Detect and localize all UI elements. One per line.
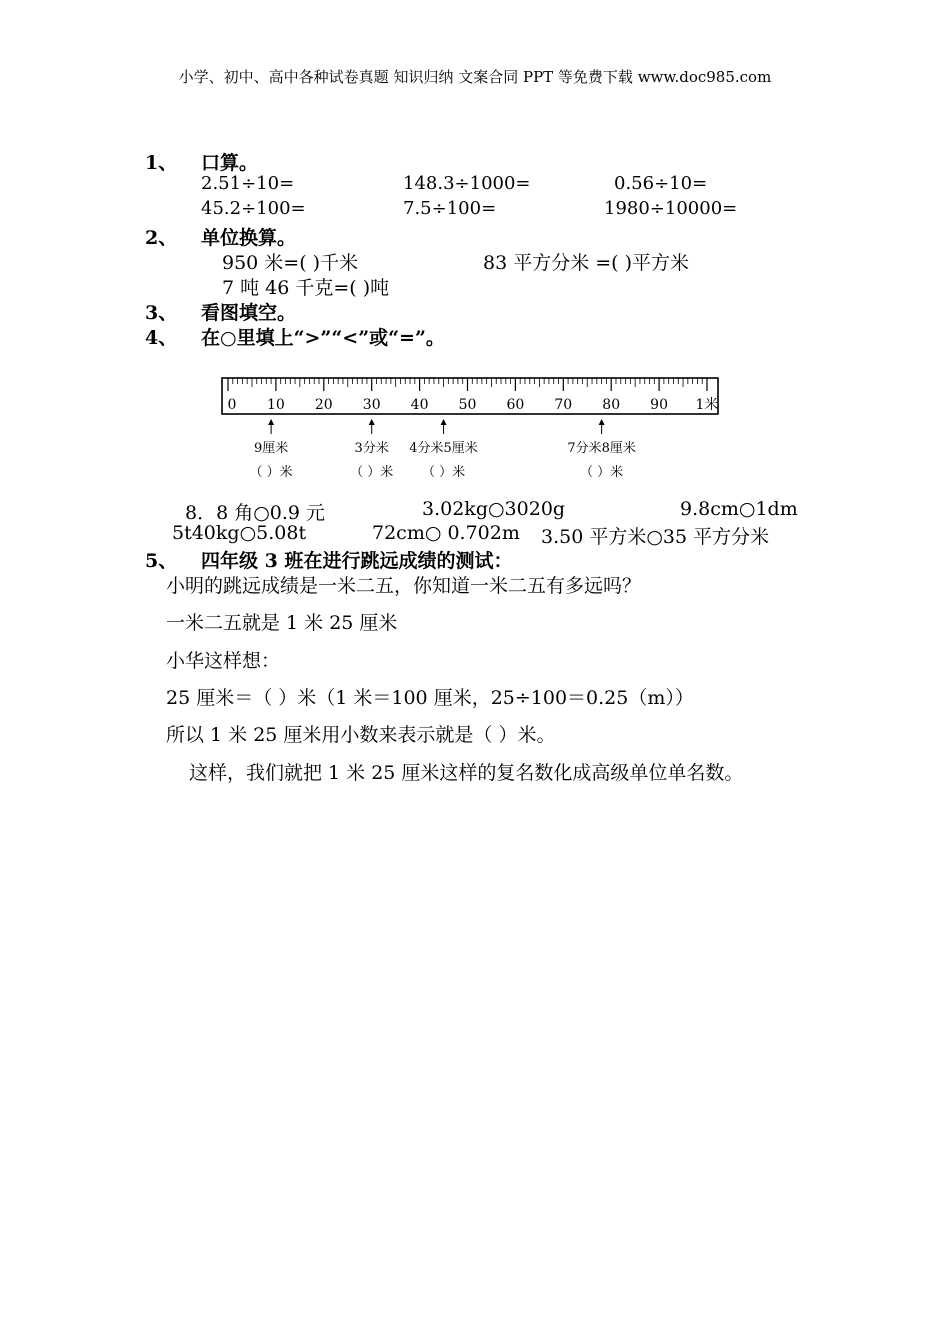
ruler-tick-label: 50 — [458, 397, 477, 413]
compare-item: 8．8 角○0.9 元 — [185, 502, 326, 524]
ruler-tick-label: 0 — [227, 397, 237, 413]
q1-item: 1980÷10000= — [604, 198, 738, 219]
q1-item: 148.3÷1000= — [403, 173, 531, 194]
q1-title: 口算。 — [201, 152, 259, 174]
q1-item: 2.51÷10= — [201, 173, 295, 194]
compare-item: 3.50 平方米○35 平方分米 — [541, 526, 770, 548]
compare-item: 3.02kg○3020g — [422, 498, 566, 520]
ruler-tick-label: 20 — [314, 397, 333, 413]
q1-number: 1、 — [145, 152, 178, 174]
q5-line: 一米二五就是 1 米 25 厘米 — [166, 612, 398, 634]
ruler-tick-label: 80 — [602, 397, 621, 413]
q4-number: 4、 — [145, 327, 178, 349]
q5-title: 四年级 3 班在进行跳远成绩的测试： — [201, 550, 513, 572]
q5-number: 5、 — [145, 550, 178, 572]
ruler-tick-label: 30 — [362, 397, 381, 413]
q1-item: 0.56÷10= — [614, 173, 708, 194]
marker-arrow-head — [369, 419, 375, 425]
marker-answer-blank: （ ）米 — [421, 465, 466, 480]
q5-line: 这样，我们就把 1 米 25 厘米这样的复名数化成高级单位单名数。 — [189, 762, 744, 784]
q4-title: 在○里填上“>”“<”或“=”。 — [201, 327, 445, 349]
q2-number: 2、 — [145, 227, 178, 249]
q2-item: 83 平方分米 =( )平方米 — [483, 252, 690, 274]
ruler-tick-label: 40 — [410, 397, 429, 413]
q1-item: 7.5÷100= — [403, 198, 497, 219]
compare-item: 5t40kg○5.08t — [172, 522, 307, 544]
compare-item: 72cm○ 0.702m — [372, 522, 520, 544]
q3-title: 看图填空。 — [201, 302, 297, 324]
marker-answer-blank: （ ）米 — [350, 465, 394, 480]
q5-line: 小华这样想： — [166, 650, 281, 672]
q3-number: 3、 — [145, 302, 178, 324]
marker-label: 4分米5厘米 — [409, 441, 478, 456]
marker-arrow-head — [599, 419, 605, 425]
marker-label: 7分米8厘米 — [567, 441, 636, 456]
page-header: 小学、初中、高中各种试卷真题 知识归纳 文案合同 PPT 等免费下载 www.doc985.com — [178, 68, 772, 86]
q2-title: 单位换算。 — [201, 227, 297, 249]
q2-item: 7 吨 46 千克=( )吨 — [222, 277, 390, 299]
marker-arrow-head — [441, 419, 447, 425]
ruler-tick-label: 1米 — [695, 397, 719, 413]
marker-answer-blank: （ ）米 — [580, 465, 624, 480]
ruler-figure — [218, 368, 728, 486]
marker-answer-blank: （ ）米 — [249, 465, 293, 480]
q5-line: 25 厘米＝（ ）米（1 米＝100 厘米，25÷100＝0.25（m）） — [166, 687, 694, 709]
marker-label: 9厘米 — [253, 441, 289, 456]
ruler-tick-label: 90 — [650, 397, 669, 413]
marker-label: 3分米 — [354, 441, 389, 456]
ruler-tick-label: 70 — [554, 397, 573, 413]
ruler-tick-label: 10 — [266, 397, 285, 413]
q5-line: 小明的跳远成绩是一米二五，你知道一米二五有多远吗？ — [166, 575, 642, 597]
q2-item: 950 米=( )千米 — [222, 252, 359, 274]
compare-item: 9.8cm○1dm — [680, 498, 798, 520]
q1-item: 45.2÷100= — [201, 198, 306, 219]
q5-line: 所以 1 米 25 厘米用小数来表示就是（ ）米。 — [166, 724, 556, 746]
ruler-tick-label: 60 — [506, 397, 525, 413]
marker-arrow-head — [268, 419, 274, 425]
